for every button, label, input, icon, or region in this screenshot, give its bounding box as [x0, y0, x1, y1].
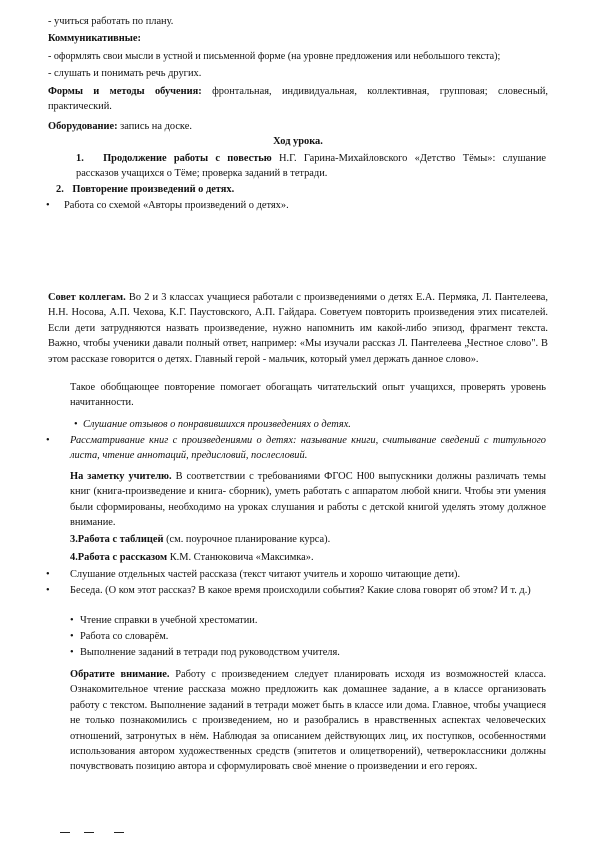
attention-label: Обратите внимание. — [70, 669, 170, 680]
communicative-label: Коммуникативные: — [48, 33, 141, 44]
activity-item-2: Рассматривание книг с произведениями о детях: называние книги, считывание сведений с титульного листа, чтение аннотаций, предисловий, послесловий. — [70, 435, 546, 462]
step-4-paragraph — [70, 550, 546, 565]
bullet-icon: • — [46, 200, 50, 211]
step-2-paragraph — [56, 182, 546, 197]
forms-methods-label: Формы и методы обучения: — [48, 86, 202, 97]
note-label: На заметку учителю. — [70, 471, 172, 482]
step-2-heading: Повторение произведений о детях. — [72, 184, 235, 195]
step-4-subitem-2: Работа со словарём. — [80, 631, 169, 642]
note-text: В соответствии с требованиями ФГОС Н00 выпускники должны различать темы книг (книга-произведение и книга- сборник), уметь работать с аппаратом любой книги. Чтобы эти умения были сформированы, необходимо на уроках слушания и работы с детской книгой уделять этому должное внимание. — [70, 471, 546, 529]
forms-methods-text: фронтальная, индивидуальная, коллективная, групповая; словесный, практический. — [48, 86, 548, 113]
bullet-icon: • — [46, 569, 50, 580]
plan-line: - учиться работать по плану. — [48, 16, 174, 27]
communicative-item-1: - оформлять свои мысли в устной и письменной форме (на уровне предложения или небольшого текста); — [48, 51, 501, 62]
bullet-icon: • — [70, 631, 74, 642]
advice-paragraph — [48, 290, 548, 367]
attention-text: Работу с произведением следует планировать исходя из возможностей класса. Ознакомительное чтение рассказа можно предложить как домашнее задание, а в классе организовать работу с текстом. Выполнение заданий в тетради может быть в классе или дома. Главное, чтобы учащиеся не только познакомились с произведением, но и разобрались в нравственных аспектах человеческих отношений, затронутых в нём. Наблюдая за описанием действующих лиц, их поступков, особенностями использования автором художественных средств (эпитетов и олицетворений), четвероклассники должны почувствовать позицию автора и сформулировать своё мнение о произведении и его героях. — [70, 669, 546, 773]
advice-label: Совет коллегам. — [48, 292, 126, 303]
step-4-item-1: Слушание отдельных частей рассказа (текст читают учитель и хорошо читающие дети). — [70, 569, 461, 580]
step-1-text: Н.Г. Гарина-Михайловского «Детство Тёмы»: слушание рассказов учащихся о Тёме; проверка заданий в тетради. — [76, 153, 546, 180]
bullet-icon: • — [74, 419, 78, 430]
advice-text: Во 2 и 3 классах учащиеся работали с произведениями о детях Е.А. Пермяка, Л. Пантелеева, Н.Н. Носова, А.П. Чехова, К.Г. Паустовского, А.П. Гайдара. Советуем повторить произведения этих писателей. Если дети затрудняются назвать произведение, нужно напомнить им какой-либо эпизод, фрагмент текста. Важно, чтобы ученики давали полный ответ, например: «Мы изучали рассказ Л. Пантелеева „Честное слово". В этом рассказе говорится о детях. Главный герой - мальчик, который умел держать данное слово». — [48, 292, 548, 365]
advice-summary: Такое обобщающее повторение помогает обогащать читательский опыт учащихся, проверять уровень начитанности. — [70, 382, 546, 409]
step-1-number: 1. — [76, 153, 84, 164]
step-3-text: (см. поурочное планирование курса). — [163, 534, 331, 545]
step-4-item-2: Беседа. (О ком этот рассказ? В какое время происходили события? Какие слова говорят об этом? И т. д.) — [70, 585, 531, 596]
step-4-subitem-3: Выполнение заданий в тетради под руководством учителя. — [80, 647, 340, 658]
step-3-number: 3. — [70, 534, 78, 545]
forms-methods-paragraph — [48, 84, 548, 115]
footer-divider — [114, 832, 124, 833]
step-4-number: 4. — [70, 552, 78, 563]
equipment-paragraph — [48, 119, 548, 134]
step-2-item: Работа со схемой «Авторы произведений о детях». — [64, 200, 289, 211]
equipment-label: Оборудование: — [48, 121, 118, 132]
step-1-paragraph — [76, 151, 546, 182]
lesson-title: Ход урока. — [273, 136, 323, 147]
footer-divider — [84, 832, 94, 833]
step-3-heading: Работа с таблицей — [77, 534, 164, 545]
note-paragraph — [70, 469, 546, 531]
bullet-icon: • — [46, 435, 50, 446]
step-4-text: К.М. Станюковича «Максимка». — [167, 552, 314, 563]
step-3-paragraph — [70, 532, 546, 547]
activity-item-1: Слушание отзывов о понравившихся произведениях о детях. — [83, 419, 351, 430]
bullet-icon: • — [46, 585, 50, 596]
step-2-number: 2. — [56, 184, 64, 195]
attention-paragraph — [70, 667, 546, 775]
step-1-heading: Продолжение работы с повестью — [103, 153, 272, 164]
communicative-item-2: - слушать и понимать речь других. — [48, 68, 202, 79]
step-4-subitem-1: Чтение справки в учебной хрестоматии. — [80, 615, 258, 626]
equipment-text: запись на доске. — [117, 121, 192, 132]
step-4-heading: Работа с рассказом — [77, 552, 168, 563]
bullet-icon: • — [70, 615, 74, 626]
footer-divider — [60, 832, 70, 833]
bullet-icon: • — [70, 647, 74, 658]
